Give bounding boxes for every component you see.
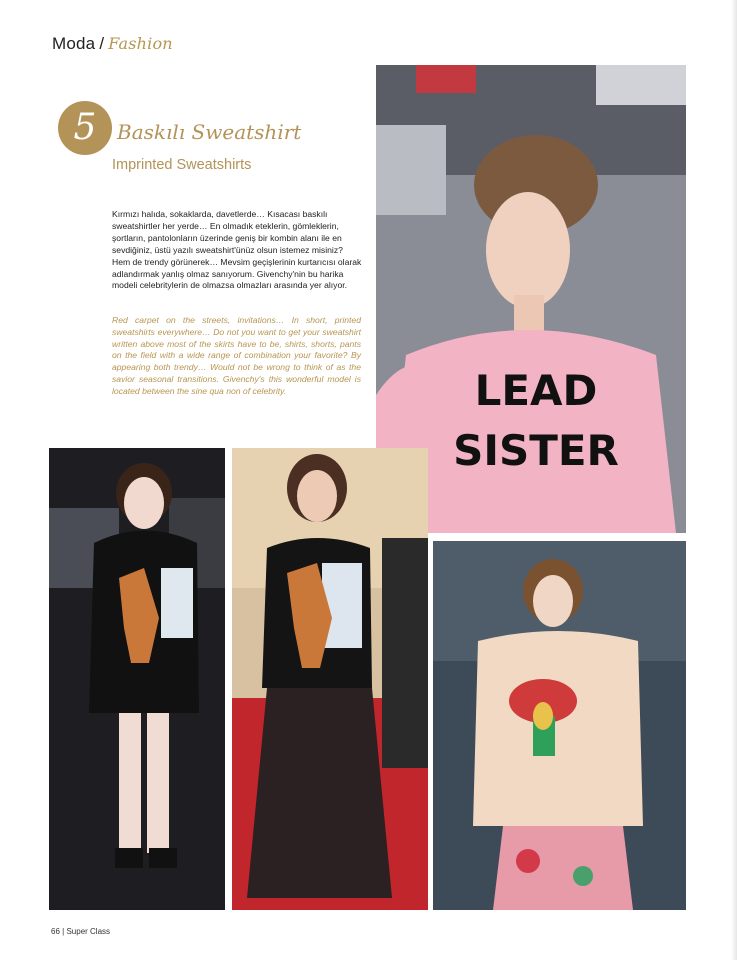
- article-title: Baskılı Sweatshirt: [117, 120, 302, 144]
- sweater-print-line1: LEAD: [474, 366, 598, 415]
- body-text-english: Red carpet on the streets, invitations… In short, printed sweatshirts everywhere… Do not you want to get your sweatshirt written above most of the skirts have to be, shirts, shorts, pants on the field with a wide range of combination your favorite? By appearing both trendy… Would not be wrong to think of as the savior seasonal transitions. Givenchy's this wonderful model is located between the sine qua non of celebrity.: [112, 315, 361, 396]
- article-subtitle: Imprinted Sweatshirts: [112, 157, 252, 173]
- section-separator: /: [99, 34, 105, 53]
- body-text-turkish: Kırmızı halıda, sokaklarda, davetlerde… Kısacası baskılı sweatshirtler her yerde… En olmadık eteklerin, gömleklerin, şortların, pantolonların üzerinde geniş bir kombin alanı ile en sevdiğiniz, üstü yazılı sweatshirt'ünüz olsun istemez misiniz? Hem de trendy görünerek… Mevsim geçişlerinin kurtarıcısı olarak adlandırmak yanlış olmaz sanıyorum. Givenchy'nin bu harika modeli celebritylerin de olmazsa olmazları arasında yer alıyor.: [112, 209, 362, 291]
- section-title-en: Fashion: [108, 34, 173, 53]
- photo-runway-cream-sweatshirt: [433, 541, 686, 910]
- section-title: Moda: [52, 34, 96, 53]
- page-number: 66: [51, 927, 60, 936]
- item-number-badge: 5: [58, 101, 112, 155]
- magazine-name: Super Class: [66, 927, 111, 936]
- page-edge-shadow: [731, 0, 737, 960]
- photo-red-carpet-bambi: [232, 448, 428, 910]
- footer-separator: |: [62, 927, 65, 936]
- photo-celebrity-bambi-dress: [49, 448, 225, 910]
- sweater-print-line2: SISTER: [453, 426, 619, 475]
- section-header: [52, 34, 173, 54]
- page-footer: [51, 927, 110, 936]
